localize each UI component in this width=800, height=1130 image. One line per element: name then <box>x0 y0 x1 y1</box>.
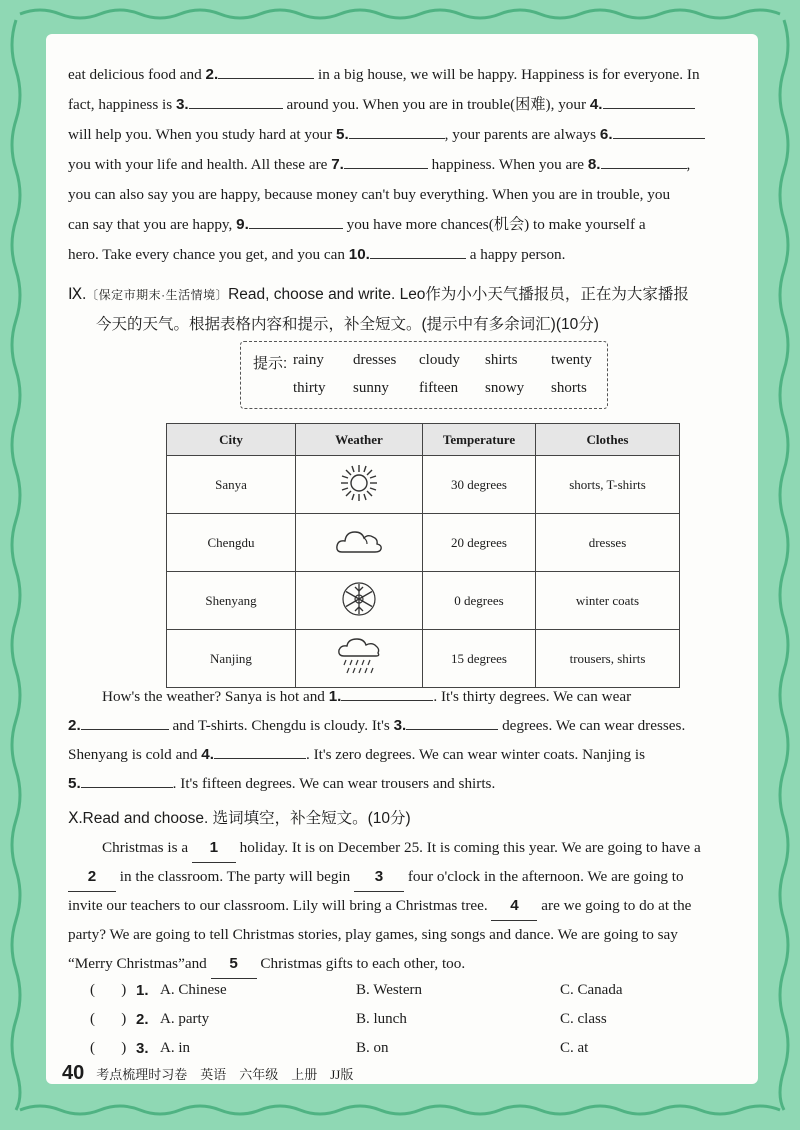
passage-line: Shenyang is cold and 4. . It's zero degrees. We can wear winter coats. Nanjing is <box>68 740 748 769</box>
answer-blank[interactable] <box>601 152 687 169</box>
hint-word: dresses <box>353 352 397 368</box>
answer-blank[interactable] <box>214 742 306 759</box>
passage-line: Christmas is a 1 holiday. It is on December 25. It is coming this year. We are going to have a <box>68 833 748 862</box>
passage-line: you with your life and health. All these are 7. happiness. When you are 8. , <box>68 150 748 180</box>
weather-cell <box>296 514 423 572</box>
answer-blank[interactable] <box>370 242 466 259</box>
col-header: City <box>167 424 296 456</box>
hint-word: shorts <box>551 380 587 396</box>
hint-label: 提示: <box>253 355 288 372</box>
snowflake-icon <box>339 579 379 619</box>
question-number: 2. <box>136 1011 149 1028</box>
option-b[interactable]: B. Western <box>356 982 423 998</box>
option-c[interactable]: C. Canada <box>560 982 623 998</box>
answer-blank[interactable]: 3 <box>354 862 404 892</box>
hint-word: snowy <box>485 380 525 396</box>
col-header: Temperature <box>423 424 536 456</box>
city-cell: Shenyang <box>167 572 296 630</box>
answer-blank[interactable]: 5 <box>211 949 257 979</box>
passage-line: How's the weather? Sanya is hot and 1. . It's thirty degrees. We can wear <box>68 682 748 711</box>
passage-line: eat delicious food and 2. in a big house, we will be happy. Happiness is for everyone. In <box>68 60 748 90</box>
answer-blank[interactable] <box>344 152 428 169</box>
option-row <box>90 982 690 1010</box>
hint-box <box>240 341 608 409</box>
passage-line: will help you. When you study hard at your 5. , your parents are always 6. <box>68 120 748 150</box>
clothes-cell: dresses <box>536 514 680 572</box>
answer-blank[interactable] <box>603 92 695 109</box>
section-9-heading: Ⅸ.〔保定市期末·生活情境〕Read, choose and write. Leo作为小小天气播报员，正在为大家播报 今天的天气。根据表格内容和提示，补全短文。(提示中有多余词汇)(10分) <box>68 286 689 333</box>
weather-cell <box>296 456 423 514</box>
col-header: Clothes <box>536 424 680 456</box>
clothes-cell: trousers, shirts <box>536 630 680 688</box>
table-row <box>167 514 680 572</box>
section-9-passage <box>68 682 748 798</box>
city-cell: Sanya <box>167 456 296 514</box>
page-number: 40 <box>62 1062 85 1084</box>
option-c[interactable]: C. at <box>560 1040 589 1056</box>
rain-cloud-icon <box>336 636 382 678</box>
passage-line: hero. Take every chance you get, and you can 10. a happy person. <box>68 240 748 270</box>
passage-line: “Merry Christmas”and 5 Christmas gifts to each other, too. <box>68 949 748 978</box>
col-header: Weather <box>296 424 423 456</box>
answer-paren[interactable]: ( ) <box>90 1011 127 1027</box>
passage-line: 2 in the classroom. The party will begin 3 four o'clock in the afternoon. We are going to <box>68 862 748 891</box>
passage-top <box>68 60 748 270</box>
answer-blank[interactable] <box>218 62 314 79</box>
temperature-cell: 0 degrees <box>423 572 536 630</box>
hint-word: twenty <box>551 352 592 368</box>
passage-line: can say that you are happy, 9. you have more chances(机会) to make yourself a <box>68 210 748 240</box>
passage-line: party? We are going to tell Christmas stories, play games, sing songs and dance. We are going to say <box>68 926 678 943</box>
passage-line: 2. and T-shirts. Chengdu is cloudy. It's 3. degrees. We can wear dresses. <box>68 711 748 740</box>
question-number: 1. <box>136 982 149 999</box>
section-10-heading: Ⅹ.Read and choose. 选词填空，补全短文。(10分) <box>68 810 411 827</box>
answer-blank[interactable] <box>613 122 705 139</box>
city-cell: Chengdu <box>167 514 296 572</box>
hint-word: cloudy <box>419 352 460 368</box>
answer-paren[interactable]: ( ) <box>90 1040 127 1056</box>
section-10-passage <box>68 833 748 978</box>
answer-blank[interactable]: 2 <box>68 862 116 892</box>
weather-cell <box>296 572 423 630</box>
page-footer <box>62 1062 353 1085</box>
option-a[interactable]: A. Chinese <box>160 982 227 998</box>
weather-table <box>166 423 680 688</box>
table-header-row <box>167 424 680 456</box>
answer-blank[interactable] <box>249 212 343 229</box>
answer-blank[interactable]: 4 <box>491 891 537 921</box>
weather-cell <box>296 630 423 688</box>
option-a[interactable]: A. in <box>160 1040 190 1056</box>
footer-text: 考点梳理时习卷 英语 六年级 上册 JJ版 <box>96 1067 354 1082</box>
hint-word: rainy <box>293 352 324 368</box>
temperature-cell: 15 degrees <box>423 630 536 688</box>
sun-icon <box>339 463 379 503</box>
table-row <box>167 456 680 514</box>
temperature-cell: 20 degrees <box>423 514 536 572</box>
city-cell: Nanjing <box>167 630 296 688</box>
passage-line: 5. . It's fifteen degrees. We can wear trousers and shirts. <box>68 769 748 798</box>
answer-paren[interactable]: ( ) <box>90 982 127 998</box>
option-c[interactable]: C. class <box>560 1011 607 1027</box>
temperature-cell: 30 degrees <box>423 456 536 514</box>
clothes-cell: winter coats <box>536 572 680 630</box>
hint-word: sunny <box>353 380 389 396</box>
table-row <box>167 572 680 630</box>
answer-blank[interactable] <box>349 122 445 139</box>
option-b[interactable]: B. lunch <box>356 1011 407 1027</box>
option-b[interactable]: B. on <box>356 1040 389 1056</box>
answer-blank[interactable] <box>406 713 498 730</box>
hint-word: fifteen <box>419 380 459 396</box>
answer-blank[interactable] <box>81 771 173 788</box>
cloud-icon <box>334 526 384 556</box>
answer-blank[interactable] <box>81 713 169 730</box>
hint-word: shirts <box>485 352 518 368</box>
table-row <box>167 630 680 688</box>
clothes-cell: shorts, T-shirts <box>536 456 680 514</box>
passage-line: you can also say you are happy, because money can't buy everything. When you are in trouble, you <box>68 186 671 203</box>
passage-line: fact, happiness is 3. around you. When you are in trouble(困难), your 4. <box>68 90 748 120</box>
question-number: 3. <box>136 1040 149 1057</box>
hint-word: thirty <box>293 380 326 396</box>
answer-blank[interactable]: 1 <box>192 833 236 863</box>
answer-blank[interactable] <box>189 92 283 109</box>
option-row <box>90 1011 690 1039</box>
option-a[interactable]: A. party <box>160 1011 210 1027</box>
answer-blank[interactable] <box>341 684 433 701</box>
passage-line: invite our teachers to our classroom. Lily will bring a Christmas tree. 4 are we going to do at the <box>68 891 748 920</box>
